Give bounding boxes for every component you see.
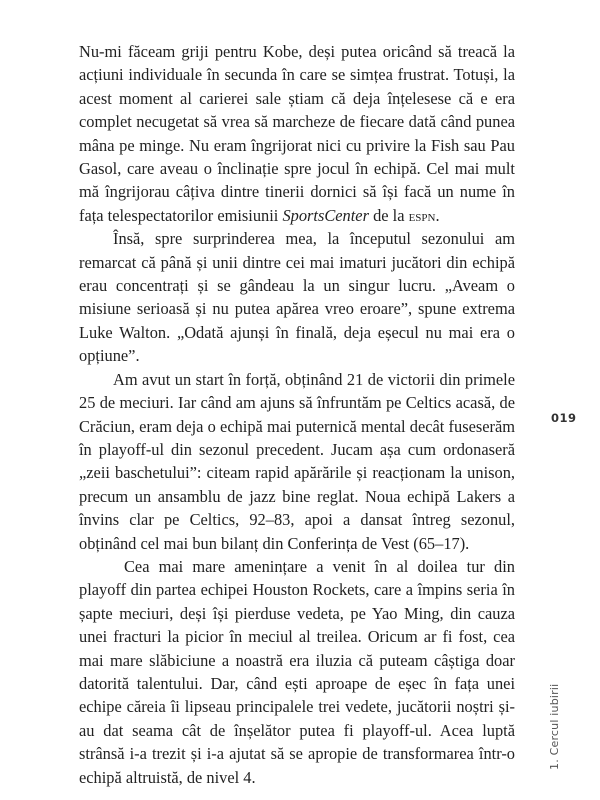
paragraph-1-text: Nu-mi făceam griji pentru Kobe, deși putea oricând să treacă la acțiuni individuale în secunda în care se simțea frustrat. Totuși, la acest moment al carierei sale știam că deja înțelesese că e era complet necugetat să vrea să marcheze de fiecare dată când punea mâna pe minge. Nu eram îngrijorat nici cu privire la Fish sau Pau Gasol, care aveau o înclinație spre jocul în echipă. Cel mai mult mă îngrijorau câțiva dintre tinerii dornici să își facă un nume în fața telespectatorilor emisiunii bbox=[79, 42, 515, 225]
paragraph-3: Am avut un start în forță, obținând 21 de victorii din primele 25 de meciuri. Iar când am ajuns să înfruntăm pe Celtics acasă, de Crăciun, eram deja o echipă mai puternică mental decât fuseserăm în playoff-ul din sezonul precedent. Jucam așa cum ordonaseră „zeii baschetului”: citeam rapid apărările și reacționam la unison, precum un ansamblu de jazz bine reglat. Noua echipă Lakers a învins clar pe Celtics, 92–83, apoi a dansat întreg sezonul, obținând cel mai bun bilanț din Conferința de Vest (65–17). bbox=[79, 369, 515, 553]
running-head: 1. Cercul iubirii bbox=[548, 683, 561, 770]
body-text bbox=[79, 40, 515, 789]
network-name: espn bbox=[408, 205, 436, 225]
show-title: SportsCenter bbox=[282, 205, 369, 225]
paragraph-1-mid: de la bbox=[368, 205, 409, 225]
paragraph-1-end: . bbox=[435, 205, 440, 225]
page-number: 019 bbox=[551, 411, 577, 425]
paragraph-1 bbox=[79, 40, 515, 227]
paragraph-2: Însă, spre surprinderea mea, la începutul sezonului am remarcat că până și unii dintre cei mai imaturi jucători din echipă erau concentrați și se gândeau la un singur lucru. „Aveam o misiune serioasă și nu putea apărea vreo eroare”, spune extrema Luke Walton. „Odată ajunși în finală, deja eșecul nu mai era o opțiune”. bbox=[79, 229, 515, 366]
paragraph-4: Cea mai mare amenințare a venit în al doilea tur din playoff din partea echipei Houston Rockets, care a împins seria în șapte meciuri, deși își pierduse vedeta, pe Yao Ming, din cauza unei fracturi la picior în meciul al treilea. Oricum ar fi fost, cea mai mare slăbiciune a noastră era iluzia că puteam câștiga doar datorită talentului. Dar, când ești aproape de eșec în fața unei echipe căreia îi lipseau principalele trei vedete, jucătorii noștri și-au dat seama cât de înșelător putea fi playoff-ul. Acea luptă strânsă i-a trezit și i-a ajutat să se apropie de transformarea într-o echipă altruistă, de nivel 4. bbox=[79, 556, 515, 787]
